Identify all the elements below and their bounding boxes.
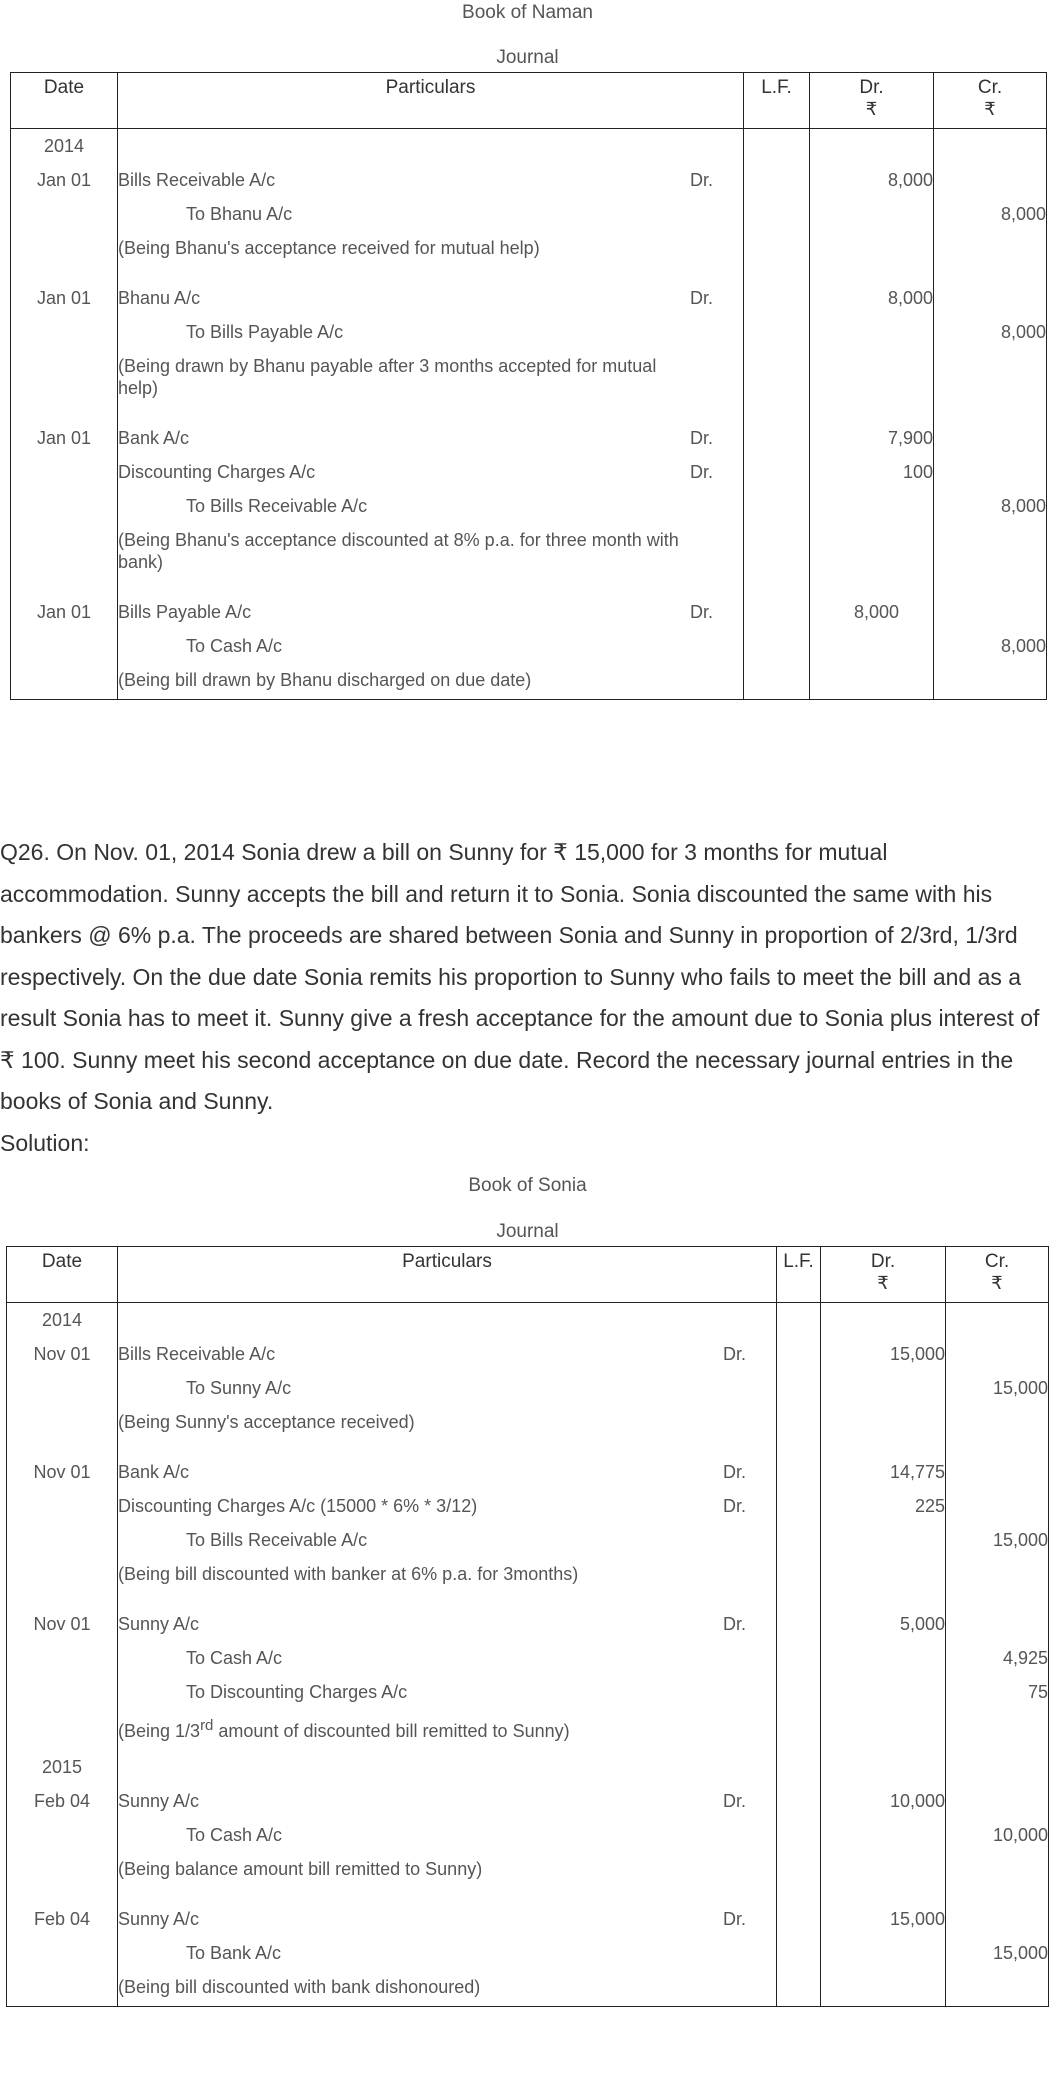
credit-amount: 4,925 (946, 1641, 1049, 1675)
header-date: Date (7, 1247, 118, 1303)
header-particulars: Particulars (118, 73, 744, 129)
solution-label: Solution: (0, 1129, 90, 1156)
question-text: Q26. On Nov. 01, 2014 Sonia drew a bill on Sunny for ₹ 15,000 for 3 months for mutual accommodation. Sunny accepts the bill and return it to Sonia. Sonia discounted the same with his bankers @ 6% p.a. The proceeds are shared between Sonia and Sunny in proportion of 2/3rd, 1/3rd respectively. On the due date Sonia remits his proportion to Sunny who fails to meet the bill and as a result Sonia has to meet it. Sunny give a fresh acceptance for the amount due to Sonia plus interest of ₹ 100. Sunny meet his second acceptance on due date. Record the necessary journal entries in the books of Sonia and Sunny. (0, 839, 1040, 1114)
narration-end: amount of discounted bill remitted to Sunny) (213, 1721, 570, 1741)
table-row (7, 1852, 1049, 1888)
table-row (7, 1523, 1049, 1557)
dr-mark: Dr. (689, 170, 713, 190)
credit-account: To Sunny A/c (186, 1378, 292, 1398)
debit-amount: 8,000 (810, 281, 934, 315)
debit-account: Sunny A/c (118, 1614, 200, 1634)
debit-account: Sunny A/c (118, 1791, 200, 1811)
debit-amount: 14,775 (821, 1455, 946, 1489)
table-row (7, 1784, 1049, 1818)
table-row (11, 489, 1047, 523)
year-cell: 2014 (7, 1303, 118, 1338)
header-particulars: Particulars (118, 1247, 777, 1303)
debit-account: Bills Receivable A/c (118, 170, 276, 190)
debit-account: Bank A/c (118, 1462, 190, 1482)
credit-amount: 15,000 (946, 1371, 1049, 1405)
debit-amount: 15,000 (821, 1337, 946, 1371)
table-row (11, 421, 1047, 455)
header-cr (934, 73, 1047, 129)
credit-amount: 8,000 (934, 315, 1047, 349)
table-header-row (11, 73, 1047, 129)
table-row (7, 1709, 1049, 1750)
table-row (7, 1303, 1049, 1338)
entry-date: Nov 01 (7, 1607, 118, 1641)
table-row (11, 455, 1047, 489)
table-row (7, 1371, 1049, 1405)
credit-account: To Bills Payable A/c (186, 322, 344, 342)
dr-mark: Dr. (722, 1614, 746, 1634)
table-row (11, 595, 1047, 629)
debit-account: Discounting Charges A/c (15000 * 6% * 3/12) (118, 1496, 478, 1516)
naman-journal-table (10, 72, 1047, 700)
sonia-journal-table (6, 1246, 1049, 2007)
entry-date: Nov 01 (7, 1337, 118, 1371)
rupee-symbol: ₹ (865, 99, 878, 119)
debit-account: Bills Payable A/c (118, 602, 252, 622)
question-block (0, 832, 1055, 1164)
credit-amount: 8,000 (934, 197, 1047, 231)
rupee-symbol: ₹ (991, 1273, 1003, 1293)
credit-amount: 8,000 (934, 629, 1047, 663)
dr-mark: Dr. (689, 288, 713, 308)
dr-mark: Dr. (722, 1462, 746, 1482)
debit-amount: 100 (810, 455, 934, 489)
credit-amount: 75 (946, 1675, 1049, 1709)
year-cell: 2015 (7, 1750, 118, 1784)
table-header-row (7, 1247, 1049, 1303)
table-row (11, 231, 1047, 267)
narration: (Being balance amount bill remitted to Sunny) (118, 1859, 483, 1879)
narration: (Being drawn by Bhanu payable after 3 months accepted for mutual help) (118, 356, 657, 398)
debit-account: Discounting Charges A/c (118, 462, 316, 482)
entry-date: Jan 01 (11, 163, 118, 197)
narration: (Being bill discounted with banker at 6% p.a. for 3months) (118, 1564, 579, 1584)
dr-mark: Dr. (722, 1791, 746, 1811)
credit-account: To Bank A/c (186, 1943, 282, 1963)
rupee-symbol: ₹ (877, 1273, 889, 1293)
dr-mark: Dr. (722, 1496, 746, 1516)
header-cr (946, 1247, 1049, 1303)
table-row (11, 129, 1047, 164)
credit-account: To Cash A/c (186, 636, 283, 656)
debit-account: Sunny A/c (118, 1909, 200, 1929)
entry-date: Jan 01 (11, 421, 118, 455)
dr-mark: Dr. (689, 428, 713, 448)
cr-label: Cr. (977, 77, 1003, 98)
entry-date: Feb 04 (7, 1902, 118, 1936)
credit-account: To Cash A/c (186, 1648, 283, 1668)
debit-amount: 8,000 (810, 163, 934, 197)
dr-mark: Dr. (722, 1909, 746, 1929)
narration: (Being Bhanu's acceptance discounted at 8% p.a. for three month with bank) (118, 530, 679, 572)
naman-journal-title: Journal (496, 47, 559, 68)
narration: (Being Bhanu's acceptance received for mutual help) (118, 238, 540, 258)
entry-date: Jan 01 (11, 281, 118, 315)
table-row (7, 1337, 1049, 1371)
table-row (7, 1750, 1049, 1784)
credit-amount: 8,000 (934, 489, 1047, 523)
entry-date: Jan 01 (11, 595, 118, 629)
table-row (11, 629, 1047, 663)
debit-account: Bhanu A/c (118, 288, 201, 308)
sonia-journal-title: Journal (496, 1221, 559, 1242)
credit-account: To Bhanu A/c (186, 204, 293, 224)
credit-amount: 15,000 (946, 1523, 1049, 1557)
header-dr (810, 73, 934, 129)
narration-start: (Being 1/3 (118, 1721, 201, 1741)
header-dr (821, 1247, 946, 1303)
table-row (11, 281, 1047, 315)
table-row (7, 1936, 1049, 1970)
debit-amount: 10,000 (821, 1784, 946, 1818)
debit-amount: 15,000 (821, 1902, 946, 1936)
debit-amount: 5,000 (821, 1607, 946, 1641)
credit-account: To Bills Receivable A/c (186, 496, 368, 516)
dr-mark: Dr. (722, 1344, 746, 1364)
header-date: Date (11, 73, 118, 129)
table-row (7, 1455, 1049, 1489)
entry-date: Nov 01 (7, 1455, 118, 1489)
table-row (11, 163, 1047, 197)
table-row (11, 523, 1047, 581)
table-row (7, 1970, 1049, 2007)
credit-account: To Discounting Charges A/c (186, 1682, 408, 1702)
debit-account: Bills Receivable A/c (118, 1344, 276, 1364)
narration: (Being bill drawn by Bhanu discharged on due date) (118, 670, 532, 690)
dr-label: Dr. (859, 77, 884, 98)
rupee-symbol: ₹ (984, 99, 996, 119)
credit-account: To Bills Receivable A/c (186, 1530, 368, 1550)
table-row (11, 315, 1047, 349)
dr-mark: Dr. (689, 462, 713, 482)
table-row (7, 1641, 1049, 1675)
table-row (7, 1489, 1049, 1523)
table-row (7, 1818, 1049, 1852)
dr-mark: Dr. (689, 602, 713, 622)
table-row (11, 197, 1047, 231)
table-row (11, 663, 1047, 700)
debit-amount: 225 (821, 1489, 946, 1523)
credit-amount: 10,000 (946, 1818, 1049, 1852)
table-row (7, 1557, 1049, 1593)
table-row (7, 1607, 1049, 1641)
header-lf: L.F. (777, 1247, 821, 1303)
dr-label: Dr. (870, 1251, 896, 1272)
debit-amount: 7,900 (810, 421, 934, 455)
cr-label: Cr. (984, 1251, 1010, 1272)
debit-amount: 8,000 (810, 595, 934, 629)
year-cell: 2014 (11, 129, 118, 164)
narration: (Being bill discounted with bank dishonoured) (118, 1977, 481, 1997)
sonia-book-title: Book of Sonia (468, 1175, 587, 1196)
narration-superscript: rd (200, 1717, 214, 1734)
entry-date: Feb 04 (7, 1784, 118, 1818)
header-lf: L.F. (744, 73, 810, 129)
table-row (11, 349, 1047, 407)
narration (118, 1709, 776, 1750)
debit-account: Bank A/c (118, 428, 190, 448)
credit-account: To Cash A/c (186, 1825, 283, 1845)
table-row (7, 1902, 1049, 1936)
table-row (7, 1675, 1049, 1709)
credit-amount: 15,000 (946, 1936, 1049, 1970)
table-row (7, 1405, 1049, 1441)
narration: (Being Sunny's acceptance received) (118, 1412, 415, 1432)
naman-book-title: Book of Naman (462, 2, 593, 23)
